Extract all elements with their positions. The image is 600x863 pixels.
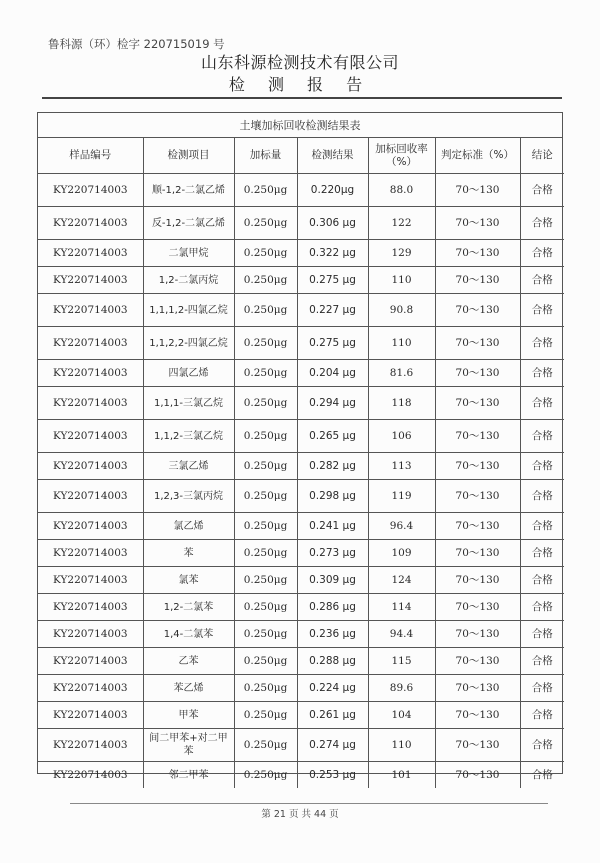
cell-sample-id: KY220714003 <box>38 729 143 762</box>
cell-sample-id: KY220714003 <box>38 174 143 207</box>
cell-test-result: 0.241 μg <box>297 513 368 540</box>
cell-conclusion: 合格 <box>520 567 564 594</box>
cell-criteria: 70～130 <box>435 387 520 420</box>
cell-recovery-rate: 96.4 <box>368 513 435 540</box>
cell-test-result: 0.220μg <box>297 174 368 207</box>
cell-test-result: 0.227 μg <box>297 294 368 327</box>
cell-test-item: 氯苯 <box>143 567 234 594</box>
cell-criteria: 70～130 <box>435 207 520 240</box>
cell-conclusion: 合格 <box>520 174 564 207</box>
cell-recovery-rate: 106 <box>368 420 435 453</box>
cell-test-result: 0.286 μg <box>297 594 368 621</box>
cell-test-item: 氯乙烯 <box>143 513 234 540</box>
cell-recovery-rate: 90.8 <box>368 294 435 327</box>
cell-criteria: 70～130 <box>435 327 520 360</box>
table-row <box>38 540 564 567</box>
cell-sample-id: KY220714003 <box>38 648 143 675</box>
cell-conclusion: 合格 <box>520 480 564 513</box>
cell-criteria: 70～130 <box>435 480 520 513</box>
table-row <box>38 207 564 240</box>
table-row <box>38 567 564 594</box>
column-header-conclusion: 结论 <box>520 138 564 174</box>
cell-test-item: 二氯甲烷 <box>143 240 234 267</box>
cell-spike-amount: 0.250μg <box>234 387 297 420</box>
cell-sample-id: KY220714003 <box>38 621 143 648</box>
cell-conclusion: 合格 <box>520 360 564 387</box>
table-row <box>38 327 564 360</box>
cell-conclusion: 合格 <box>520 267 564 294</box>
cell-criteria: 70～130 <box>435 174 520 207</box>
cell-conclusion: 合格 <box>520 594 564 621</box>
cell-test-result: 0.265 μg <box>297 420 368 453</box>
column-header-test-result: 检测结果 <box>297 138 368 174</box>
cell-spike-amount: 0.250μg <box>234 621 297 648</box>
cell-test-result: 0.224 μg <box>297 675 368 702</box>
table-row <box>38 174 564 207</box>
cell-criteria: 70～130 <box>435 240 520 267</box>
cell-conclusion: 合格 <box>520 729 564 762</box>
cell-spike-amount: 0.250μg <box>234 594 297 621</box>
table-caption: 土壤加标回收检测结果表 <box>38 113 562 138</box>
header-divider <box>42 97 562 99</box>
column-header-sample-id: 样品编号 <box>38 138 143 174</box>
cell-test-result: 0.273 μg <box>297 540 368 567</box>
cell-test-item: 邻二甲苯 <box>143 762 234 789</box>
cell-spike-amount: 0.250μg <box>234 453 297 480</box>
cell-recovery-rate: 104 <box>368 702 435 729</box>
cell-test-result: 0.274 μg <box>297 729 368 762</box>
cell-spike-amount: 0.250μg <box>234 540 297 567</box>
table-row <box>38 480 564 513</box>
cell-recovery-rate: 109 <box>368 540 435 567</box>
report-title: 检 测 报 告 <box>228 75 372 94</box>
cell-spike-amount: 0.250μg <box>234 174 297 207</box>
table-row <box>38 420 564 453</box>
cell-test-item: 1,1,1-三氯乙烷 <box>143 387 234 420</box>
cell-test-result: 0.298 μg <box>297 480 368 513</box>
cell-test-item: 苯 <box>143 540 234 567</box>
cell-test-item: 顺-1,2-二氯乙烯 <box>143 174 234 207</box>
table-row <box>38 729 564 762</box>
cell-recovery-rate: 115 <box>368 648 435 675</box>
page-number: 第 21 页 共 44 页 <box>261 809 339 820</box>
cell-criteria: 70～130 <box>435 420 520 453</box>
cell-test-result: 0.309 μg <box>297 567 368 594</box>
cell-criteria: 70～130 <box>435 294 520 327</box>
cell-sample-id: KY220714003 <box>38 387 143 420</box>
table-row <box>38 675 564 702</box>
cell-conclusion: 合格 <box>520 294 564 327</box>
cell-test-result: 0.282 μg <box>297 453 368 480</box>
cell-test-item: 三氯乙烯 <box>143 453 234 480</box>
cell-spike-amount: 0.250μg <box>234 729 297 762</box>
cell-test-result: 0.204 μg <box>297 360 368 387</box>
table-row <box>38 621 564 648</box>
cell-sample-id: KY220714003 <box>38 762 143 789</box>
cell-sample-id: KY220714003 <box>38 540 143 567</box>
cell-sample-id: KY220714003 <box>38 567 143 594</box>
cell-conclusion: 合格 <box>520 648 564 675</box>
cell-conclusion: 合格 <box>520 453 564 480</box>
cell-conclusion: 合格 <box>520 207 564 240</box>
certificate-number: 鲁科源（环）检字 220715019 号 <box>48 37 225 51</box>
cell-criteria: 70～130 <box>435 267 520 294</box>
cell-criteria: 70～130 <box>435 648 520 675</box>
cell-test-result: 0.306 μg <box>297 207 368 240</box>
table-row <box>38 453 564 480</box>
cell-sample-id: KY220714003 <box>38 513 143 540</box>
cell-spike-amount: 0.250μg <box>234 240 297 267</box>
cell-recovery-rate: 89.6 <box>368 675 435 702</box>
cell-spike-amount: 0.250μg <box>234 702 297 729</box>
cell-test-item: 1,4-二氯苯 <box>143 621 234 648</box>
cell-recovery-rate: 129 <box>368 240 435 267</box>
table-row <box>38 360 564 387</box>
cell-criteria: 70～130 <box>435 360 520 387</box>
results-table-frame <box>37 112 563 781</box>
cell-criteria: 70～130 <box>435 675 520 702</box>
cell-test-result: 0.275 μg <box>297 327 368 360</box>
cell-test-item: 1,2-二氯丙烷 <box>143 267 234 294</box>
cell-spike-amount: 0.250μg <box>234 294 297 327</box>
cell-test-item: 四氯乙烯 <box>143 360 234 387</box>
cell-conclusion: 合格 <box>520 621 564 648</box>
cell-sample-id: KY220714003 <box>38 207 143 240</box>
cell-spike-amount: 0.250μg <box>234 513 297 540</box>
cell-sample-id: KY220714003 <box>38 594 143 621</box>
cell-test-result: 0.236 μg <box>297 621 368 648</box>
table-row <box>38 387 564 420</box>
footer-divider <box>70 803 548 804</box>
cell-test-item: 1,1,2-三氯乙烷 <box>143 420 234 453</box>
company-name: 山东科源检测技术有限公司 <box>200 53 399 72</box>
cell-sample-id: KY220714003 <box>38 360 143 387</box>
cell-conclusion: 合格 <box>520 327 564 360</box>
cell-conclusion: 合格 <box>520 513 564 540</box>
cell-sample-id: KY220714003 <box>38 420 143 453</box>
cell-test-item: 1,1,1,2-四氯乙烷 <box>143 294 234 327</box>
cell-sample-id: KY220714003 <box>38 327 143 360</box>
cell-sample-id: KY220714003 <box>38 675 143 702</box>
cell-test-item: 乙苯 <box>143 648 234 675</box>
cell-conclusion: 合格 <box>520 540 564 567</box>
cell-spike-amount: 0.250μg <box>234 207 297 240</box>
cell-conclusion: 合格 <box>520 240 564 267</box>
table-row <box>38 513 564 540</box>
cell-recovery-rate: 94.4 <box>368 621 435 648</box>
table-row <box>38 648 564 675</box>
cell-conclusion: 合格 <box>520 702 564 729</box>
cell-recovery-rate: 101 <box>368 762 435 789</box>
table-row <box>38 594 564 621</box>
table-row <box>38 702 564 729</box>
cell-criteria: 70～130 <box>435 702 520 729</box>
cell-spike-amount: 0.250μg <box>234 327 297 360</box>
cell-criteria: 70～130 <box>435 762 520 789</box>
cell-sample-id: KY220714003 <box>38 267 143 294</box>
cell-test-result: 0.275 μg <box>297 267 368 294</box>
cell-recovery-rate: 113 <box>368 453 435 480</box>
cell-test-item: 间二甲苯+对二甲苯 <box>143 729 234 762</box>
table-row <box>38 240 564 267</box>
cell-spike-amount: 0.250μg <box>234 360 297 387</box>
cell-test-item: 1,2,3-三氯丙烷 <box>143 480 234 513</box>
table-row <box>38 267 564 294</box>
cell-spike-amount: 0.250μg <box>234 675 297 702</box>
cell-sample-id: KY220714003 <box>38 480 143 513</box>
cell-recovery-rate: 118 <box>368 387 435 420</box>
cell-recovery-rate: 88.0 <box>368 174 435 207</box>
cell-recovery-rate: 124 <box>368 567 435 594</box>
cell-sample-id: KY220714003 <box>38 240 143 267</box>
cell-spike-amount: 0.250μg <box>234 480 297 513</box>
column-header-spike-amount: 加标量 <box>234 138 297 174</box>
cell-test-result: 0.261 μg <box>297 702 368 729</box>
cell-spike-amount: 0.250μg <box>234 648 297 675</box>
cell-spike-amount: 0.250μg <box>234 420 297 453</box>
cell-criteria: 70～130 <box>435 594 520 621</box>
cell-conclusion: 合格 <box>520 675 564 702</box>
cell-test-result: 0.322 μg <box>297 240 368 267</box>
cell-test-item: 1,1,2,2-四氯乙烷 <box>143 327 234 360</box>
cell-sample-id: KY220714003 <box>38 294 143 327</box>
cell-sample-id: KY220714003 <box>38 453 143 480</box>
cell-recovery-rate: 110 <box>368 327 435 360</box>
table-header-row <box>38 138 564 174</box>
column-header-recovery-rate: 加标回收率（%） <box>368 138 435 174</box>
cell-test-item: 反-1,2-二氯乙烯 <box>143 207 234 240</box>
table-row <box>38 762 564 789</box>
cell-test-item: 苯乙烯 <box>143 675 234 702</box>
cell-criteria: 70～130 <box>435 453 520 480</box>
cell-spike-amount: 0.250μg <box>234 567 297 594</box>
cell-conclusion: 合格 <box>520 762 564 789</box>
cell-criteria: 70～130 <box>435 621 520 648</box>
column-header-criteria: 判定标准（%） <box>435 138 520 174</box>
cell-test-result: 0.294 μg <box>297 387 368 420</box>
cell-recovery-rate: 110 <box>368 729 435 762</box>
cell-recovery-rate: 81.6 <box>368 360 435 387</box>
spike-recovery-table <box>38 138 564 788</box>
table-row <box>38 294 564 327</box>
cell-criteria: 70～130 <box>435 567 520 594</box>
cell-spike-amount: 0.250μg <box>234 267 297 294</box>
cell-recovery-rate: 110 <box>368 267 435 294</box>
cell-recovery-rate: 114 <box>368 594 435 621</box>
cell-sample-id: KY220714003 <box>38 702 143 729</box>
cell-test-item: 1,2-二氯苯 <box>143 594 234 621</box>
cell-test-result: 0.253 μg <box>297 762 368 789</box>
cell-test-item: 甲苯 <box>143 702 234 729</box>
cell-conclusion: 合格 <box>520 387 564 420</box>
cell-criteria: 70～130 <box>435 513 520 540</box>
cell-recovery-rate: 119 <box>368 480 435 513</box>
cell-conclusion: 合格 <box>520 420 564 453</box>
cell-criteria: 70～130 <box>435 729 520 762</box>
cell-test-result: 0.288 μg <box>297 648 368 675</box>
cell-recovery-rate: 122 <box>368 207 435 240</box>
cell-spike-amount: 0.250μg <box>234 762 297 789</box>
column-header-test-item: 检测项目 <box>143 138 234 174</box>
cell-criteria: 70～130 <box>435 540 520 567</box>
